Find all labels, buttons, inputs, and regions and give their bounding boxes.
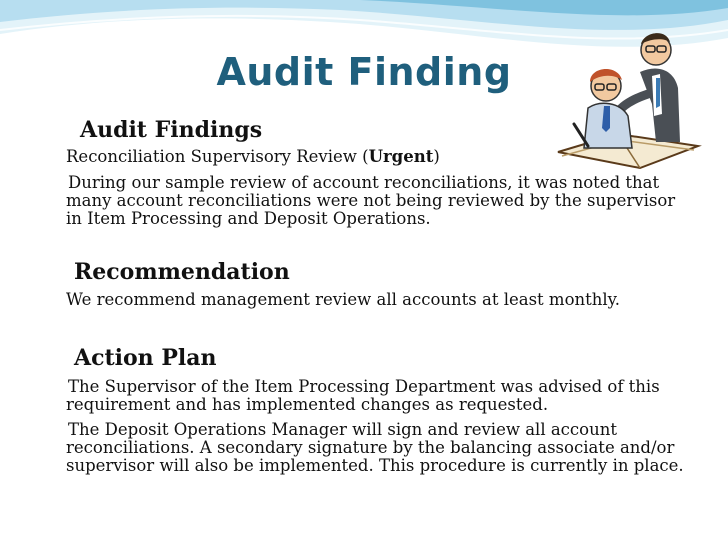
action-plan-item-2: The Deposit Operations Manager will sign and review all account reconciliations. A secondary signature by the balancing associate and/or supervisor will also be implemented. This procedure is currently in place. bbox=[66, 420, 684, 475]
findings-body: During our sample review of account reconciliations, it was noted that many account reconciliations were not being reviewed by the supervisor in Item Processing and Deposit Operations. bbox=[66, 173, 676, 228]
findings-subtitle-prefix: Reconciliation Supervisory Review ( bbox=[66, 147, 369, 166]
recommendation-heading: Recommendation bbox=[74, 259, 290, 285]
urgent-label: Urgent bbox=[368, 147, 434, 166]
recommendation-body: We recommend management review all accounts at least monthly. bbox=[66, 290, 621, 309]
findings-subtitle-suffix: ) bbox=[433, 147, 440, 166]
audit-findings-heading: Audit Findings bbox=[80, 117, 263, 143]
action-plan-heading: Action Plan bbox=[74, 345, 217, 371]
findings-subtitle bbox=[66, 148, 686, 166]
slide-title: Audit Finding bbox=[216, 50, 512, 94]
action-plan-item-1: The Supervisor of the Item Processing Department was advised of this requirement and has implemented changes as requested. bbox=[66, 377, 660, 414]
